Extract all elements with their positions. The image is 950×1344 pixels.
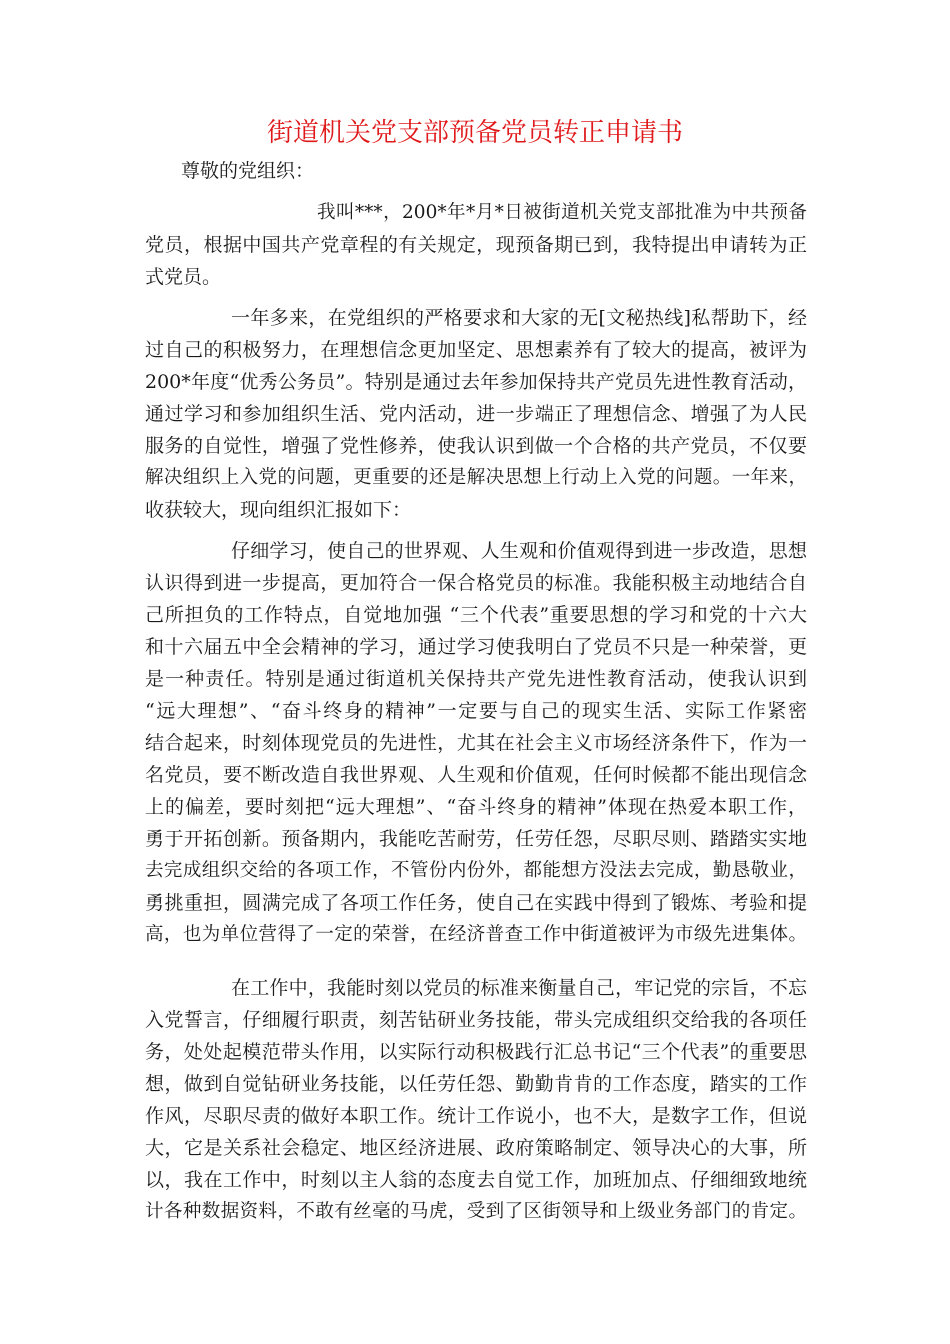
paragraph-line: 200*年度“优秀公务员”。特别是通过去年参加保持共产党员先进性教育活动，: [145, 371, 807, 393]
paragraph-line: 去完成组织交给的各项工作，不管份内份外，都能想方没法去完成，勤恳敬业，: [145, 860, 807, 881]
paragraph-4: [145, 972, 807, 1228]
paragraph-line: 勇于开拓创新。预备期内，我能吃苦耐劳，任劳任怨，尽职尽则、踏踏实实地: [145, 828, 807, 850]
paragraph-line: 勇挑重担，圆满完成了各项工作任务，使自己在实践中得到了锻炼、考验和提: [145, 892, 807, 914]
salutation: 尊敬的党组织：: [181, 160, 315, 182]
paragraph-line: 以，我在工作中，时刻以主人翁的态度去自觉工作，加班加点、仔细细致地统: [145, 1169, 807, 1191]
paragraph-line: 计各种数据资料，不敢有丝毫的马虎，受到了区街领导和上级业务部门的肯定。: [145, 1201, 807, 1222]
paragraph-line: 党员，根据中国共产党章程的有关规定，现预备期已到，我特提出申请转为正: [145, 234, 807, 256]
paragraph-line: 一年多来，在党组织的严格要求和大家的无[文秘热线]私帮助下，经: [231, 307, 807, 329]
paragraph-line: 服务的自觉性，增强了党性修养，使我认识到做一个合格的共产党员，不仅要: [145, 435, 807, 457]
paragraph-line: 在工作中，我能时刻以党员的标准来衡量自己，牢记党的宗旨，不忘: [231, 977, 807, 999]
paragraph-line: 务，处处起模范带头作用，以实际行动积极践行汇总书记“三个代表”的重要思: [145, 1041, 807, 1063]
paragraph-line: 想，做到自觉钻研业务技能，以任劳任怨、勤勤肯肯的工作态度，踏实的工作: [145, 1073, 807, 1095]
paragraph-line: 作风，尽职尽责的做好本职工作。统计工作说小，也不大，是数字工作，但说: [145, 1105, 807, 1127]
paragraph-line: 认识得到进一步提高，更加符合一保合格党员的标准。我能积极主动地结合自: [145, 572, 807, 594]
paragraph-line: 我叫***，200*年*月*日被街道机关党支部批准为中共预备: [317, 202, 807, 223]
paragraph-line: 解决组织上入党的问题，更重要的还是解决思想上行动上入党的问题。一年来，: [145, 467, 807, 488]
paragraph-line: 名党员，要不断改造自我世界观、人生观和价值观，任何时候都不能出现信念: [145, 764, 807, 786]
paragraph-line: 过自己的积极努力，在理想信念更加坚定、思想素养有了较大的提高，被评为: [145, 339, 807, 361]
paragraph-line: 入党誓言，仔细履行职责，刻苦钻研业务技能，带头完成组织交给我的各项任: [145, 1009, 807, 1031]
paragraph-line: 高，也为单位营得了一定的荣誉，在经济普查工作中街道被评为市级先进集体。: [145, 924, 807, 945]
paragraph-1: [145, 197, 807, 293]
paragraph-line: 是一种责任。特别是通过街道机关保持共产党先进性教育活动，使我认识到: [145, 668, 807, 690]
paragraph-2: [145, 302, 807, 526]
document-title: 街道机关党支部预备党员转正申请书: [266, 118, 683, 148]
paragraph-line: 上的偏差，要时刻把“远大理想”、“奋斗终身的精神”体现在热爱本职工作，: [145, 796, 807, 818]
paragraph-line: 收获较大，现向组织汇报如下：: [145, 499, 412, 521]
paragraph-line: 大，它是关系社会稳定、地区经济进展、政府策略制定、领导决心的大事，所: [145, 1137, 807, 1159]
paragraph-line: 仔细学习，使自己的世界观、人生观和价值观得到进一步改造，思想: [231, 540, 807, 562]
paragraph-line: “远大理想”、“奋斗终身的精神”一定要与自己的现实生活、实际工作紧密: [145, 700, 807, 722]
paragraph-line: 式党员。: [145, 266, 222, 288]
paragraph-line: 和十六届五中全会精神的学习，通过学习使我明白了党员不只是一种荣誉，更: [145, 636, 807, 658]
paragraph-3: [145, 535, 807, 951]
paragraph-line: 通过学习和参加组织生活、党内活动，进一步端正了理想信念、增强了为人民: [145, 403, 807, 425]
paragraph-line: 己所担负的工作特点，自觉地加强 “三个代表”重要思想的学习和党的十六大: [145, 604, 807, 626]
paragraph-line: 结合起来，时刻体现党员的先进性，尤其在社会主义市场经济条件下，作为一: [145, 732, 807, 754]
